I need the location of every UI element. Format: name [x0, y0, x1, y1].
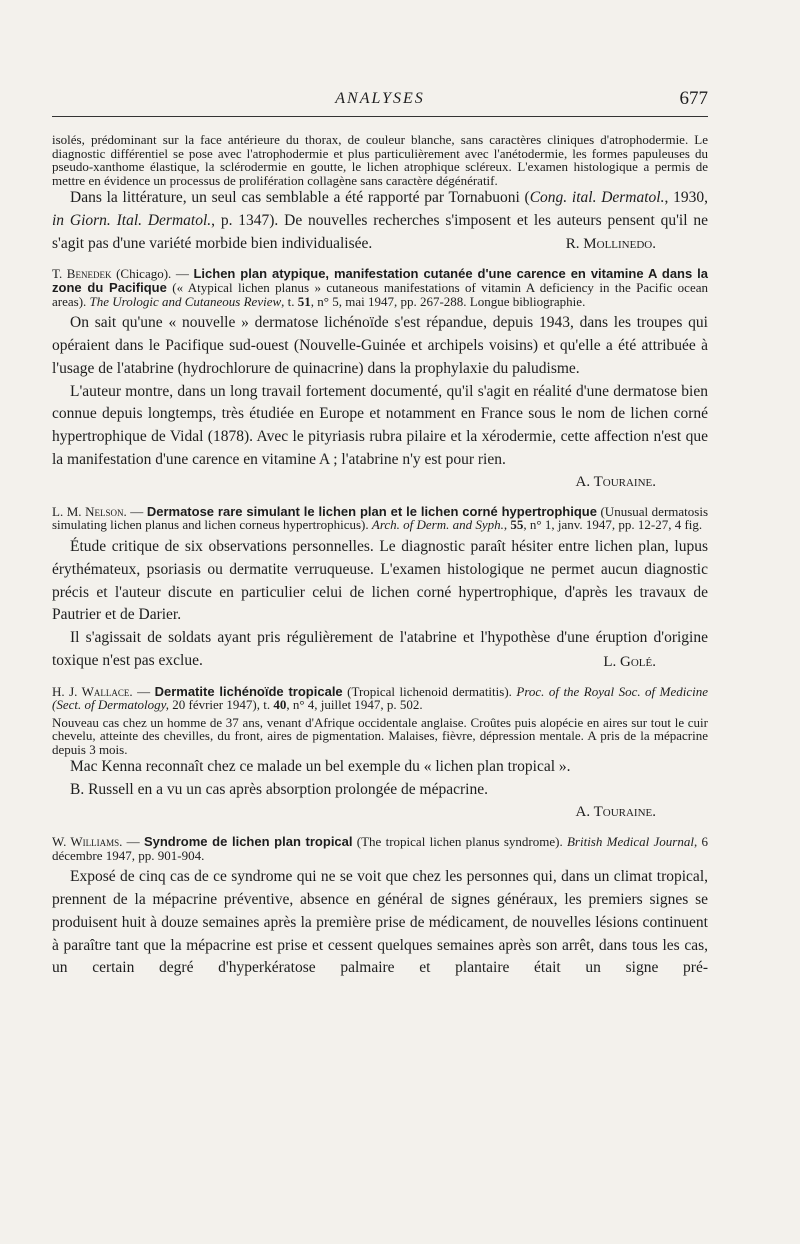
volume-number: 55 [510, 517, 524, 533]
article-title: Dermatite lichénoïde tropicale [154, 683, 343, 699]
page-number: 677 [679, 88, 708, 109]
article-title: Syndrome de lichen plan tropical [143, 834, 353, 849]
author-name: W. Williams. [52, 834, 123, 849]
signature-touraine: A. Touraine. [575, 473, 656, 490]
entry-benedek-paragraph-2: L'auteur montre, dans un long travail fortement documenté, qu'il s'agit en réalité d'une dermatose bien connue depuis longtemps, très étudiée en Europe et notamment en France sous le nom de lichen corné hypertrophique de Vidal (1878). Avec le pityriasis rubra pilaire et la xérodermie, cette affection n'est que la manifestation d'une carence en vitamine A ; l'atabrine n'y est pour rien. [52, 382, 708, 468]
entry-williams-header: W. Williams. — Syndrome de lichen plan tropical (The tropical lichen planus syndrome). British Medical Journal, 6 décembre 1947, pp. 901-904. [52, 834, 708, 863]
page-header [52, 82, 708, 117]
entry-nelson-paragraph-1: Étude critique de six observations personnelles. Le diagnostic paraît hésiter entre lichen plan, lupus érythémateux, psoriasis ou dermatite verruqueuse. L'examen histologique ne permet aucun diagnostic précis et l'auteur discute en particulier celui de lichen corné hypertrophique, d'après les travaux de Pautrier et de Darier. [52, 537, 708, 624]
author-name: L. M. Nelson. [52, 503, 127, 519]
citation-congress: Cong. ital. Dermatol. [529, 189, 665, 206]
signature-touraine: A. Touraine. [575, 804, 656, 820]
citation-giornale: in Giorn. Ital. Dermatol. [52, 211, 212, 229]
entry-wallace-header: H. J. Wallace. — Dermatite lichénoïde tropicale (Tropical lichenoid dermatitis). Proc. of the Royal Soc. of Medicine (Sect. of Dermatology, 20 février 1947), t. 40, n° 4, juillet 1947, p. 502. [52, 683, 708, 713]
entry-wallace-paragraph-2: Mac Kenna reconnaît chez ce malade un bel exemple du « lichen plan tropical ». [70, 758, 571, 776]
entry-nelson-paragraph-2: Il s'agissait de soldats ayant pris régulièrement de l'atabrine et l'hypothèse d'une éruption d'origine toxique n'est pas exclue. [52, 629, 708, 669]
page-body [52, 133, 708, 980]
journal-name: Arch. of Derm. and Syph. [371, 517, 504, 533]
running-title: ANALYSES [335, 90, 425, 107]
signature-mollinedo: R. Mollinedo. [565, 236, 656, 253]
journal-name: Proc. of the Royal Soc. of Medicine (Sect. of Dermatology, [52, 683, 708, 713]
article-title: Lichen plan atypique, manifestation cutanée d'une carence en vitamine A dans la zone du Pacifique [52, 266, 709, 295]
author-name: H. J. Wallace. [52, 683, 133, 699]
journal-name: The Urologic and Cutaneous Review [89, 293, 282, 309]
volume-number: 40 [273, 697, 287, 713]
literature-paragraph: Dans la littérature, un seul cas semblable a été rapporté par Tornabuoni (Cong. ital. Dermatol., 1930, in Giorn. Ital. Dermatol., p. 1347). De nouvelles recherches s'imposent et les auteurs pensent qu'il ne s'agit pas d'une variété morbide bien individualisée. [52, 189, 708, 252]
volume-number: 51 [297, 293, 311, 309]
entry-williams-paragraph-1: Exposé de cinq cas de ce syndrome qui ne se voit que chez les personnes qui, dans un climat tropical, prennent de la mépacrine préventive, absence en général de signes généraux, les premiers signes se produisent huit à douze semaines après la première prise de médicament, de nouvelles lésions continuent à paraître tant que la mépacrine est prise et cessent quelques semaines après son arrêt, dans tous les cas, un certain degré d'hyperkératose palmaire et plantaire était un signe pré- [52, 868, 708, 977]
signature-gole: L. Golé. [603, 653, 656, 670]
entry-benedek-header: T. Benedek (Chicago). — Lichen plan atypique, manifestation cutanée d'une carence en vitamine A dans la zone du Pacifique (« Atypical lichen planus » cutaneous manifestations of vitamin A deficiency in the Pacific ocean areas). The Urologic and Cutaneous Review, t. 51, n° 5, mai 1947, pp. 267-288. Longue bibliographie. [52, 266, 709, 309]
entry-wallace-paragraph-3: B. Russell en a vu un cas après absorption prolongée de mépacrine. [70, 781, 488, 799]
author-name: T. Benedek [52, 266, 112, 282]
continued-paragraph: isolés, prédominant sur la face antérieure du thorax, de couleur blanche, sans caractères cliniques d'atrophodermie. Le diagnostic différentiel se pose avec l'atrophodermie et plus particulièrement avec l'anétodermie, les formes papuleuses du pseudo-xanthome élastique, la sclérodermie en goutte, le lichen atrophique scléreux. L'examen histologique a permis de mettre en évidence un processus de prolifération collagène sans caractère dégénératif. [52, 132, 708, 188]
entry-benedek-paragraph-1: On sait qu'une « nouvelle » dermatose lichénoïde s'est répandue, depuis 1943, dans les troupes qui opéraient dans le Pacifique sud-ouest (Nouvelle-Guinée et archipels voisins) et qu'elle a été attribuée à l'usage de l'atabrine (hydrochlorure de quinacrine) dans la prophylaxie du paludisme. [52, 314, 708, 377]
entry-nelson-header: L. M. Nelson. — Dermatose rare simulant le lichen plan et le lichen corné hypertrophique (Unusual dermatosis simulating lichen planus and lichen corneus hypertrophicus). Arch. of Derm. and Syph., 55, n° 1, janv. 1947, pp. 12-27, 4 fig. [52, 503, 709, 533]
entry-wallace-paragraph-1: Nouveau cas chez un homme de 37 ans, venant d'Afrique occidentale anglaise. Croûtes puis alopécie en aires sur tout le cuir chevelu, atteinte des chevilles, du front, aires de pigmentation. Malaises, fièvre, dépression mentale. A pris de la mépacrine depuis 3 mois. [52, 714, 708, 757]
article-title: Dermatose rare simulant le lichen plan et le lichen corné hypertrophique [146, 503, 597, 519]
journal-name: British Medical Journal [566, 834, 694, 849]
